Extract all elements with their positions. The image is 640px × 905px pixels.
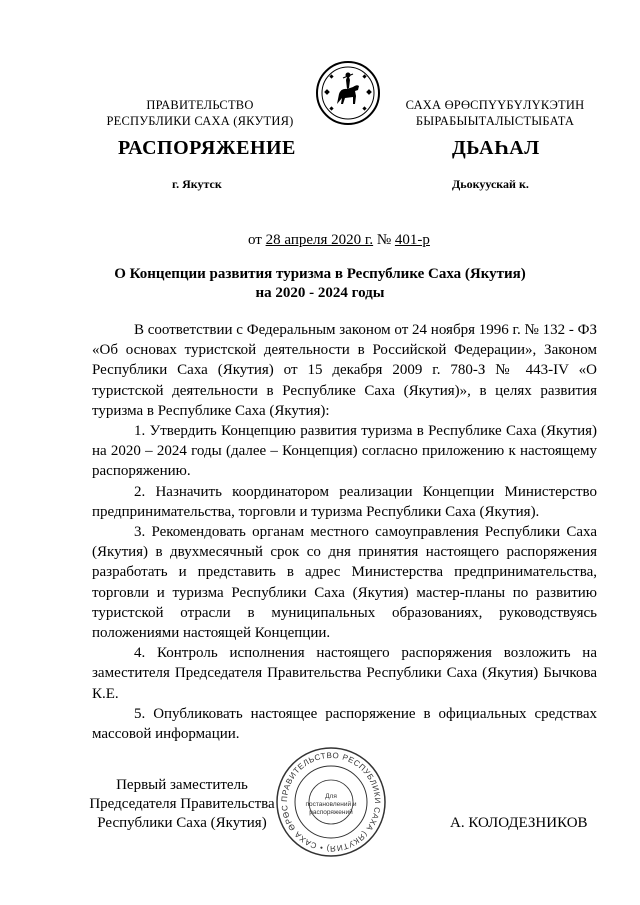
header-right-line2: БЫРАБЫЫТАЛЫСТЫБАТА <box>415 114 575 128</box>
city-right: Дьокуускай к. <box>452 177 529 191</box>
title-line1: О Концепции развития туризма в Республике Саха (Якутия) <box>114 266 526 282</box>
doc-type-right: ДЬАҺАЛ <box>452 137 540 159</box>
header-right <box>385 97 605 129</box>
seal-ring-text: ПРАВИТЕЛЬСТВО РЕСПУБЛИКИ САХА (ЯКУТИЯ) • САХА ӨРӨС <box>279 750 383 854</box>
city-left: г. Якутск <box>172 177 222 191</box>
item-4-paragraph: 4. Контроль исполнения настоящего распоряжения возложить на заместителя Председателя Правительства Республики Саха (Якутия) Бычкова К.Е. <box>92 645 597 702</box>
item-3-paragraph: 3. Рекомендовать органам местного самоуправления Республики Саха (Якутия) в двухмесячный срок со дня принятия настоящего распоряжения разработать и представить в адрес Министерства предпринимательства, торговли и туризма Республики Саха (Якутия) мастер-планы по развитию туристской отрасли в муниципальных образованиях, руководствуясь положениями настоящей Концепции. <box>92 524 597 642</box>
document-title <box>0 265 640 303</box>
header-left <box>90 97 310 129</box>
signatory-name: А. КОЛОДЕЗНИКОВ <box>450 815 588 831</box>
coat-of-arms-emblem <box>315 60 381 126</box>
date-prefix: от <box>248 232 266 248</box>
signature-line1: Первый заместитель <box>116 777 248 793</box>
date-line <box>248 232 430 249</box>
doc-type-left: РАСПОРЯЖЕНИЕ <box>118 137 296 159</box>
header-left-line2: РЕСПУБЛИКИ САХА (ЯКУТИЯ) <box>106 114 294 128</box>
preamble-paragraph: В соответствии с Федеральным законом от 24 ноября 1996 г. № 132 - ФЗ «Об основах туристской деятельности в Российской Федерации», Законом Республики Саха (Якутия) от 15 декабря 2009 г. 780-З № 443-IV «О туристской деятельности в Республике Саха (Якутия)», в целях развития туризма в Республике Саха (Якутия): <box>92 322 597 419</box>
seal-center-line3: распоряжений <box>309 809 353 816</box>
official-seal <box>275 746 387 858</box>
item-2-paragraph: 2. Назначить координатором реализации Концепции Министерство предпринимательства, торговли и туризма Республики Саха (Якутия). <box>92 483 597 520</box>
signature-line2: Председателя Правительства <box>89 796 275 812</box>
document-body <box>92 320 597 744</box>
title-line2: на 2020 - 2024 годы <box>255 285 385 301</box>
item-5-paragraph: 5. Опубликовать настоящее распоряжение в официальных средствах массовой информации. <box>92 705 597 743</box>
document-date: 28 апреля 2020 г. <box>265 232 374 248</box>
signature-line3: Республики Саха (Якутия) <box>97 815 267 831</box>
seal-center-line1: Для <box>325 793 337 800</box>
seal-center-line2: постановлений и <box>305 801 357 808</box>
number-prefix: № <box>373 232 395 248</box>
header-right-line1: САХА ӨРӨСПҮҮБҮЛҮКЭТИН <box>405 98 585 112</box>
header-left-line1: ПРАВИТЕЛЬСТВО <box>146 98 254 112</box>
signature-position <box>82 776 282 833</box>
item-1-paragraph: 1. Утвердить Концепцию развития туризма в Республике Саха (Якутия) на 2020 – 2024 годы (далее – Концепция) согласно приложению к настоящему распоряжению. <box>92 423 597 480</box>
document-number: 401-р <box>394 232 430 248</box>
